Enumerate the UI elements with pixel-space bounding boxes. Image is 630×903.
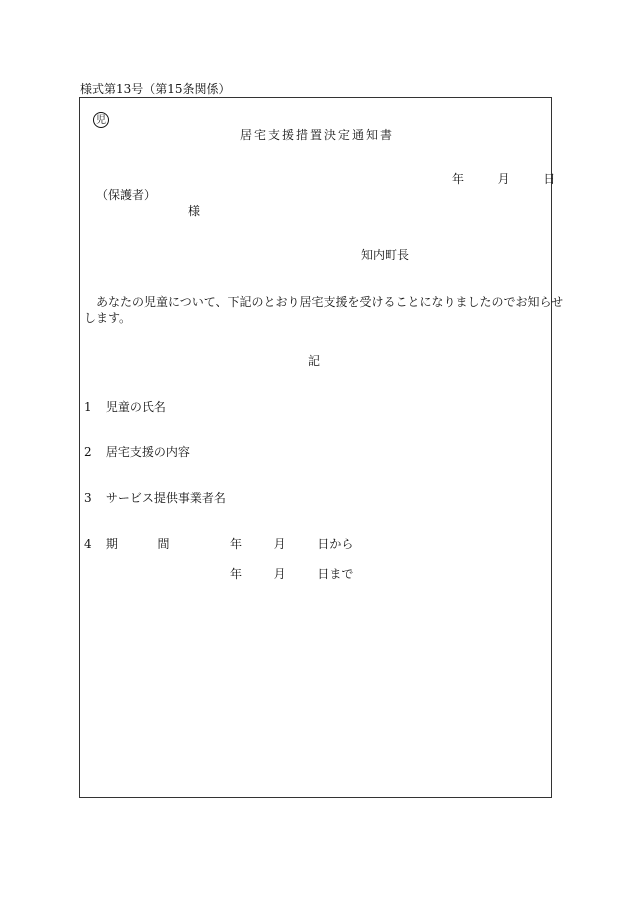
item-number: 1 [84, 400, 92, 414]
item-number: 4 [84, 537, 92, 551]
period-to [230, 568, 353, 580]
notice-body-line-2: します。 [84, 311, 132, 325]
item-number: 3 [84, 491, 92, 505]
issue-date-year: 年 [452, 172, 465, 186]
addressee-honorific: 様 [188, 204, 201, 218]
item-label-part-2: 間 [157, 537, 170, 551]
item-provider-name [84, 492, 226, 504]
period-from-day: 日から [317, 537, 354, 551]
item-period [84, 538, 170, 550]
notice-body [84, 294, 564, 326]
item-label-part-1: 期 [105, 537, 118, 551]
item-label: 児童の氏名 [105, 400, 166, 414]
item-child-name [84, 401, 166, 413]
addressee-label: （保護者） [96, 188, 157, 202]
period-from [230, 538, 353, 550]
notice-body-line-1: あなたの児童について、下記のとおり居宅支援を受けることになりましたのでお知らせ [96, 295, 564, 309]
period-to-day: 日まで [317, 567, 354, 581]
period-from-year: 年 [230, 537, 243, 551]
form-number: 様式第13号（第15条関係） [80, 82, 231, 96]
ki-heading: 記 [308, 354, 321, 368]
item-support-content [84, 446, 190, 458]
item-label: 居宅支援の内容 [105, 445, 190, 459]
item-label: サービス提供事業者名 [105, 491, 226, 505]
issue-date [452, 173, 555, 185]
issue-date-month: 月 [497, 172, 510, 186]
document-title: 居宅支援措置決定通知書 [240, 128, 395, 142]
item-number: 2 [84, 445, 92, 459]
period-from-month: 月 [273, 537, 286, 551]
period-to-month: 月 [273, 567, 286, 581]
issue-date-day: 日 [543, 172, 556, 186]
period-to-year: 年 [230, 567, 243, 581]
sender-name: 知内町長 [361, 248, 410, 262]
child-mark-icon: 児 [93, 112, 109, 128]
